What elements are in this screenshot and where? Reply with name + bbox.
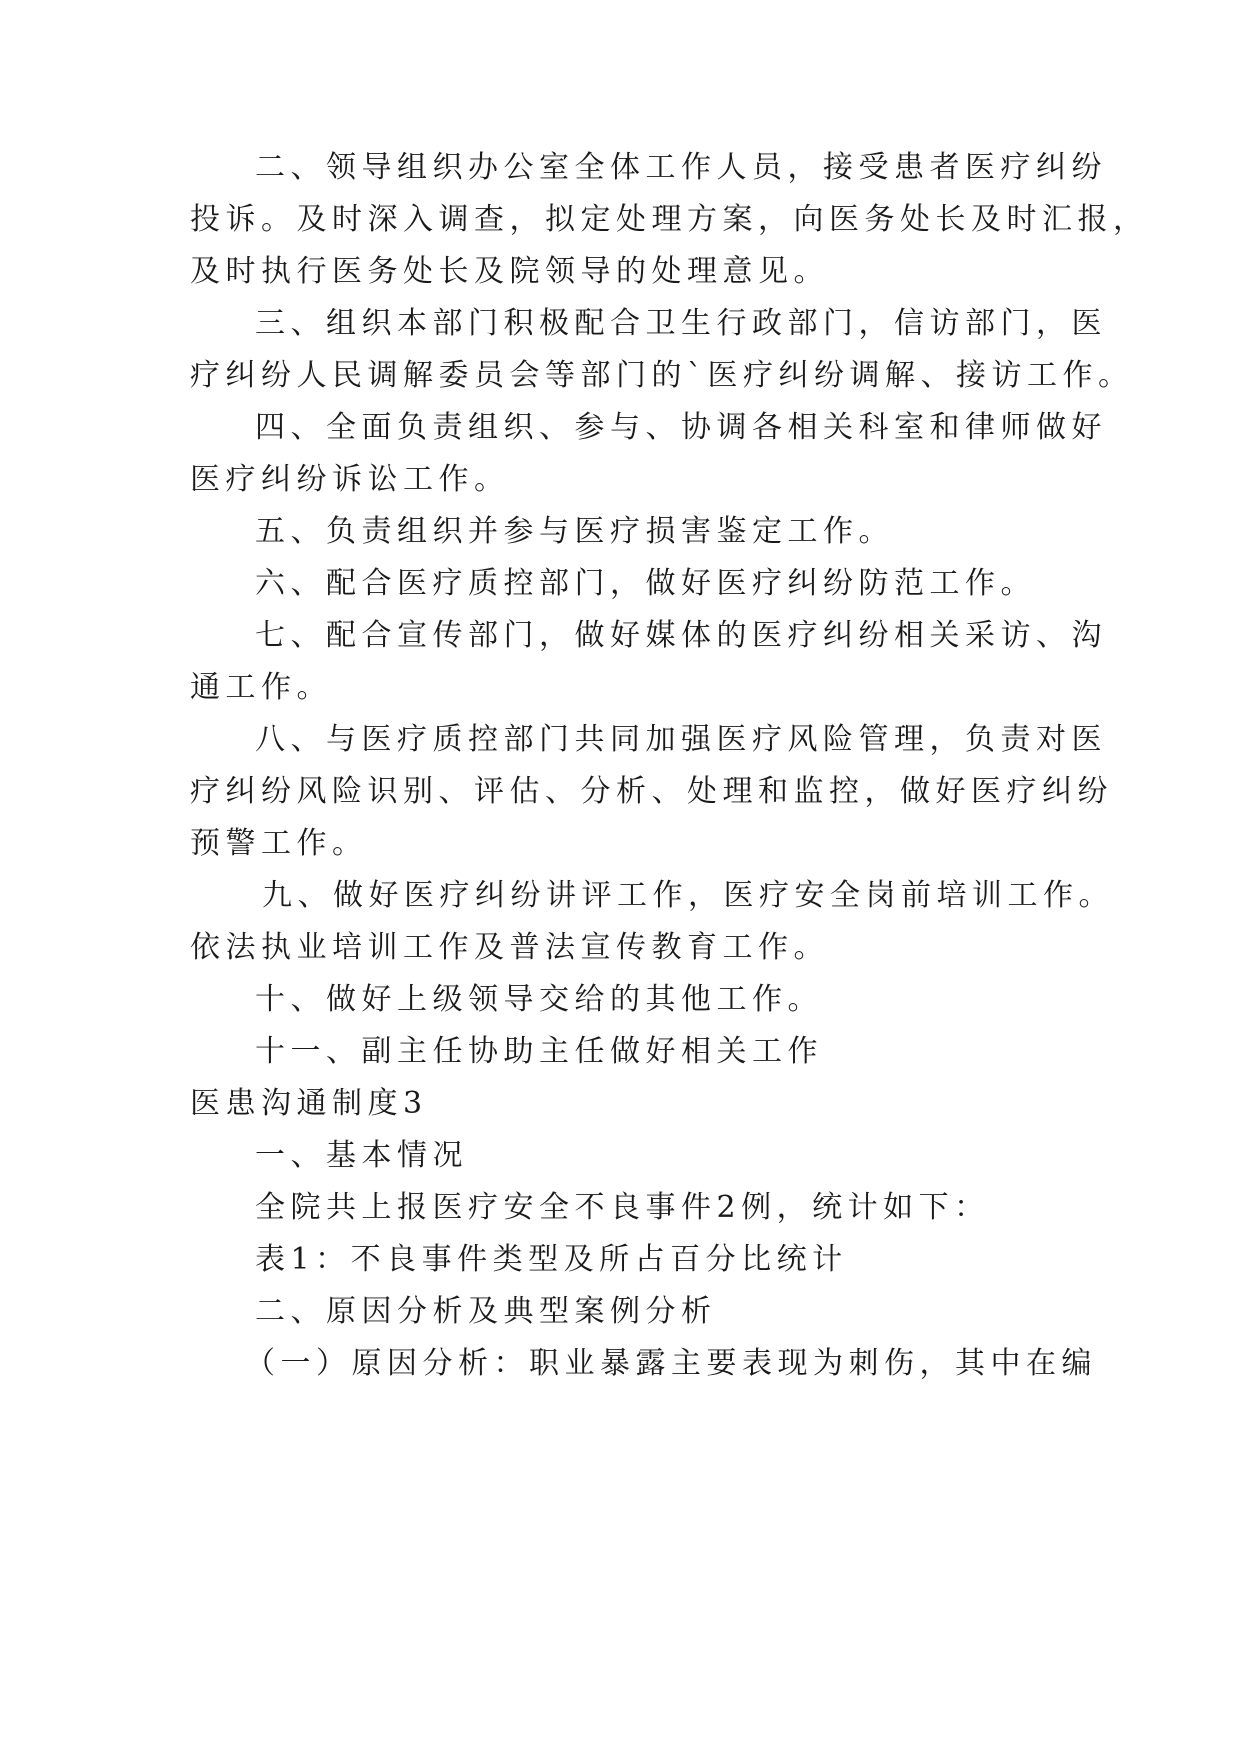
paragraph-4-line-1: 四、全面负责组织、参与、协调各相关科室和律师做好	[255, 410, 1107, 445]
paragraph-2-line-2: 投诉。及时深入调查，拟定处理方案，向医务处长及时汇报，	[190, 202, 1149, 237]
paragraph-7-line-2: 通工作。	[190, 670, 332, 705]
paragraph-3-line-2: 疗纠纷人民调解委员会等部门的`医疗纠纷调解、接访工作。	[190, 358, 1134, 393]
paragraph-10: 十、做好上级领导交给的其他工作。	[255, 982, 823, 1017]
subheading-basic-situation: 一、基本情况	[255, 1138, 468, 1173]
paragraph-8-line-2: 疗纠纷风险识别、评估、分析、处理和监控，做好医疗纠纷	[190, 774, 1113, 809]
paragraph-7-line-1: 七、配合宣传部门，做好媒体的医疗纠纷相关采访、沟	[255, 618, 1107, 653]
paragraph-5: 五、负责组织并参与医疗损害鉴定工作。	[255, 514, 894, 549]
paragraph-11: 十一、副主任协助主任做好相关工作	[255, 1034, 823, 1069]
paragraph-6: 六、配合医疗质控部门，做好医疗纠纷防范工作。	[255, 566, 1036, 601]
paragraph-8-line-3: 预警工作。	[190, 826, 368, 861]
paragraph-2-line-3: 及时执行医务处长及院领导的处理意见。	[190, 254, 829, 289]
paragraph-9-line-2: 依法执业培训工作及普法宣传教育工作。	[190, 930, 829, 965]
paragraph-4-line-2: 医疗纠纷诉讼工作。	[190, 462, 510, 497]
cause-analysis-line-1: （一）原因分析：职业暴露主要表现为刺伤，其中在编	[245, 1346, 1097, 1381]
subheading-cause-analysis: 二、原因分析及典型案例分析	[255, 1294, 717, 1329]
paragraph-8-line-1: 八、与医疗质控部门共同加强医疗风险管理，负责对医	[255, 722, 1107, 757]
table-caption: 表1：不良事件类型及所占百分比统计	[255, 1242, 848, 1277]
paragraph-3-line-1: 三、组织本部门积极配合卫生行政部门，信访部门，医	[255, 306, 1107, 341]
statistics-sentence: 全院共上报医疗安全不良事件2例，统计如下：	[255, 1190, 990, 1225]
section-heading: 医患沟通制度3	[190, 1086, 428, 1121]
paragraph-9-line-1: 九、做好医疗纠纷讲评工作，医疗安全岗前培训工作。	[262, 878, 1114, 913]
paragraph-2-line-1: 二、领导组织办公室全体工作人员，接受患者医疗纠纷	[255, 150, 1107, 185]
